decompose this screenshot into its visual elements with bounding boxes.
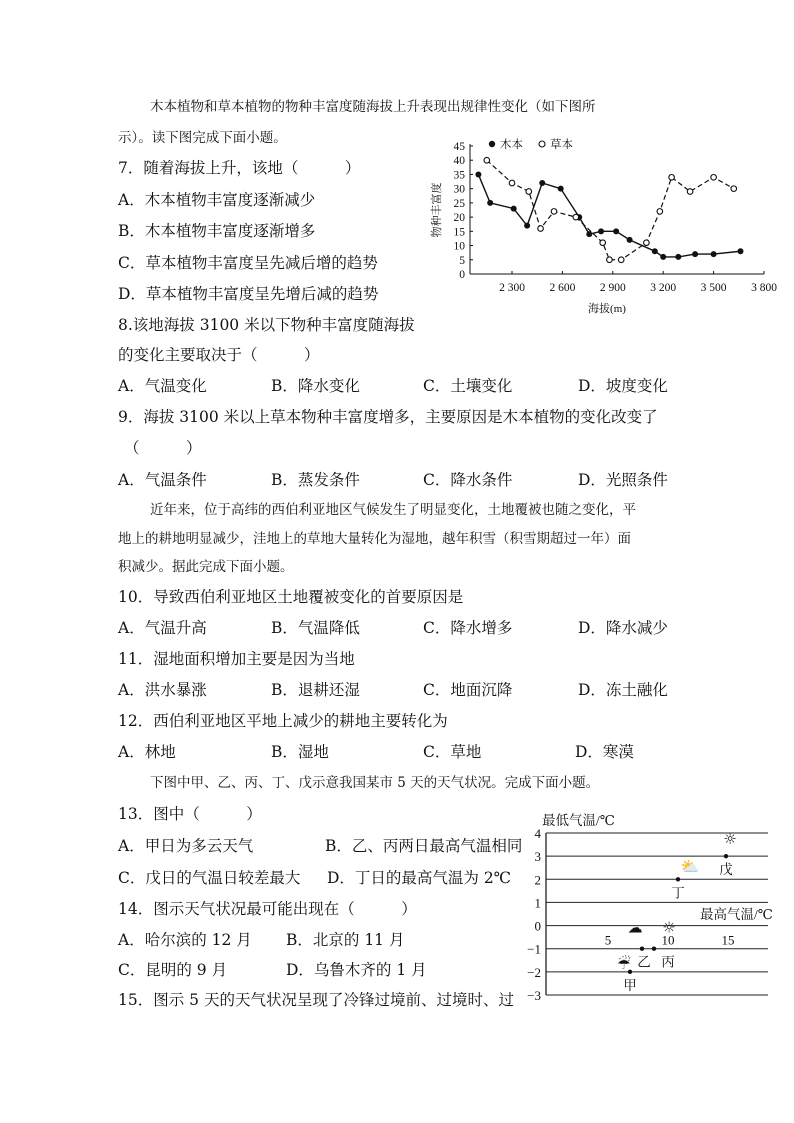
q9-option-b[interactable]: B．蒸发条件 (271, 471, 360, 489)
intro1-line1: 木本植物和草本植物的物种丰富度随海拔上升表现出规律性变化（如下图所 (150, 99, 596, 115)
series-woody-point (558, 186, 564, 192)
intro2-line2: 地上的耕地明显减少，洼地上的草地大量转化为湿地，越年积雪（积雪期超过一年）面 (118, 531, 631, 547)
data-point (652, 947, 656, 951)
x-axis-label: 最高气温/℃ (700, 907, 773, 922)
series-herb-point (644, 240, 650, 246)
q12-stem: 12．西伯利亚地区平地上减少的耕地主要转化为 (118, 712, 448, 730)
q9-option-a[interactable]: A．气温条件 (118, 471, 207, 489)
x-tick-label: 2 900 (599, 282, 626, 294)
series-herb-point (618, 257, 624, 263)
q10-option-c[interactable]: C．降水增多 (423, 619, 513, 637)
partly-cloudy-icon: ⛅ (680, 857, 700, 876)
data-point (724, 854, 728, 858)
rain-snow-icon: ☔ (617, 954, 631, 973)
series-woody-point (511, 206, 517, 212)
q13-stem: 13．图中（ ） (118, 805, 262, 823)
y-axis-label: 最低气温/℃ (542, 813, 615, 828)
y-tick-label: 0 (534, 918, 541, 934)
series-woody-point (475, 171, 481, 177)
q14-option-c[interactable]: C．昆明的 9 月 (118, 961, 228, 979)
series-herb-point (657, 209, 663, 215)
x-tick-label: 10 (661, 932, 675, 948)
series-woody-point (487, 200, 493, 206)
q13-option-a[interactable]: A．甲日为多云天气 (118, 837, 254, 855)
y-tick-label: 3 (534, 849, 541, 865)
intro2-line3: 积减少。据此完成下面小题。 (118, 559, 294, 575)
q9-stem-line1: 9．海拔 3100 米以上草本物种丰富度增多，主要原因是木本植物的变化改变了 (118, 408, 658, 426)
q12-option-a[interactable]: A．林地 (118, 743, 176, 761)
y-tick-label: 1 (534, 895, 541, 911)
q11-option-b[interactable]: B．退耕还湿 (271, 681, 360, 699)
y-tick-label: 15 (453, 226, 465, 239)
weather-temperature-chart (510, 810, 792, 1015)
y-tick-label: 35 (453, 169, 465, 182)
y-tick-label: 45 (453, 141, 465, 153)
series-woody-point (586, 231, 592, 237)
legend-herb-marker (539, 141, 545, 147)
q14-stem: 14．图示天气状况最可能出现在（ ） (118, 900, 417, 918)
series-herb-point (538, 226, 544, 232)
q8-option-c[interactable]: C．土壤变化 (423, 377, 513, 395)
q8-option-b[interactable]: B．降水变化 (271, 377, 360, 395)
q11-option-c[interactable]: C．地面沉降 (423, 681, 513, 699)
series-herb-point (600, 240, 606, 246)
q8-option-d[interactable]: D．坡度变化 (578, 377, 668, 395)
series-herb-point (669, 174, 675, 180)
point-label: 戊 (719, 862, 733, 878)
series-woody-point (660, 254, 666, 260)
y-tick-label: −1 (527, 941, 541, 957)
q13-option-c[interactable]: C．戊日的气温日较差最大 (118, 869, 301, 887)
q11-option-d[interactable]: D．冻土融化 (578, 681, 668, 699)
y-tick-label: 10 (453, 240, 465, 253)
x-tick-label: 3 800 (751, 282, 777, 294)
legend-woody-label: 木本 (500, 139, 523, 151)
q7-option-b[interactable]: B．木本植物丰富度逐渐增多 (118, 222, 316, 240)
y-tick-label: 40 (453, 155, 465, 168)
q9-stem-line2: （ ） (124, 439, 202, 457)
x-tick-label: 2 300 (499, 282, 525, 294)
q14-option-d[interactable]: D．乌鲁木齐的 1 月 (286, 961, 427, 979)
q10-option-a[interactable]: A．气温升高 (118, 619, 207, 637)
series-herb-point (731, 186, 737, 192)
series-woody-point (652, 248, 658, 254)
data-point (676, 877, 680, 881)
series-woody-point (711, 251, 717, 257)
q7-option-c[interactable]: C．草本植物丰富度呈先减后增的趋势 (118, 254, 378, 272)
x-tick-label: 15 (721, 932, 735, 948)
series-woody-point (675, 254, 681, 260)
q12-option-c[interactable]: C．草地 (423, 743, 482, 761)
q12-option-b[interactable]: B．湿地 (271, 743, 329, 761)
series-woody-point (539, 180, 545, 186)
series-herb-point (573, 214, 579, 220)
point-label: 乙 (637, 954, 651, 970)
intro3-line1: 下图中甲、乙、丙、丁、戊示意我国某市 5 天的天气状况。完成下面小题。 (150, 775, 600, 791)
y-tick-label: 5 (459, 254, 465, 267)
q14-option-a[interactable]: A．哈尔滨的 12 月 (118, 931, 252, 949)
intro2-line1: 近年来，位于高纬的西伯利亚地区气候发生了明显变化，土地覆被也随之变化，平 (150, 502, 636, 518)
q15-stem: 15．图示 5 天的天气状况呈现了冷锋过境前、过境时、过 (118, 991, 514, 1009)
y-tick-label: −3 (527, 988, 541, 1003)
x-tick-label: 3 200 (650, 282, 677, 294)
x-tick-label: 2 600 (549, 282, 576, 294)
series-herb-point (551, 209, 557, 215)
q10-option-b[interactable]: B．气温降低 (271, 619, 360, 637)
q10-option-d[interactable]: D．降水减少 (578, 619, 668, 637)
q8-stem-line2: 的变化主要取决于（ ） (118, 346, 320, 364)
q8-stem-line1: 8.该地海拔 3100 米以下物种丰富度随海拔 (118, 316, 415, 334)
q7-option-a[interactable]: A．木本植物丰富度逐渐减少 (118, 191, 316, 209)
q11-stem: 11．湿地面积增加主要是因为当地 (118, 650, 355, 668)
x-tick-label: 5 (604, 932, 612, 948)
cloudy-icon: ☁ (627, 918, 643, 937)
q9-option-c[interactable]: C．降水条件 (423, 471, 513, 489)
point-label: 丁 (671, 885, 685, 901)
q9-option-d[interactable]: D．光照条件 (578, 471, 668, 489)
q7-option-d[interactable]: D．草本植物丰富度呈先增后减的趋势 (118, 285, 379, 303)
y-tick-label: 30 (453, 183, 465, 196)
q10-stem: 10．导致西伯利亚地区土地覆被变化的首要原因是 (118, 588, 464, 606)
data-point (640, 947, 644, 951)
series-herb-point (711, 174, 717, 180)
series-woody-point (613, 228, 619, 234)
q7-stem: 7．随着海拔上升，该地（ ） (118, 159, 361, 177)
point-label: 甲 (623, 977, 637, 993)
intro1-line2: 示）。读下图完成下面小题。 (118, 130, 287, 146)
q13-option-b[interactable]: B．乙、丙两日最高气温相同 (325, 837, 523, 855)
series-herb-point (484, 157, 490, 163)
legend-woody-marker (489, 141, 495, 147)
series-woody-point (627, 237, 633, 243)
q12-option-d[interactable]: D．寒漠 (575, 743, 634, 761)
y-tick-label: −2 (527, 964, 541, 980)
y-axis-label: 物种丰富度 (431, 182, 443, 238)
series-woody-line (478, 174, 740, 256)
sunny-icon: ☼ (662, 918, 676, 937)
series-herb-point (607, 257, 613, 263)
series-woody-point (598, 228, 604, 234)
series-woody-point (692, 251, 698, 257)
y-tick-label: 2 (534, 872, 541, 888)
x-tick-label: 3 500 (700, 282, 727, 294)
series-herb-point (509, 180, 515, 186)
y-tick-label: 20 (453, 212, 465, 225)
series-herb-point (526, 189, 532, 195)
series-woody-point (524, 223, 530, 229)
y-tick-label: 25 (453, 197, 465, 210)
point-label: 丙 (661, 954, 675, 970)
q14-option-b[interactable]: B．北京的 11 月 (286, 931, 405, 949)
series-woody-point (737, 248, 743, 254)
species-richness-chart (420, 132, 780, 322)
legend-herb-label: 草本 (550, 139, 573, 151)
q13-option-d[interactable]: D．丁日的最高气温为 2℃ (327, 869, 512, 887)
sunny-icon: ☼ (723, 830, 737, 849)
y-tick-label: 4 (534, 826, 541, 841)
q8-option-a[interactable]: A．气温变化 (118, 377, 207, 395)
x-axis-label: 海拔(m) (588, 303, 626, 315)
q11-option-a[interactable]: A．洪水暴涨 (118, 681, 207, 699)
series-herb-line (487, 160, 734, 260)
y-tick-label: 0 (459, 269, 465, 281)
series-herb-point (687, 189, 693, 195)
